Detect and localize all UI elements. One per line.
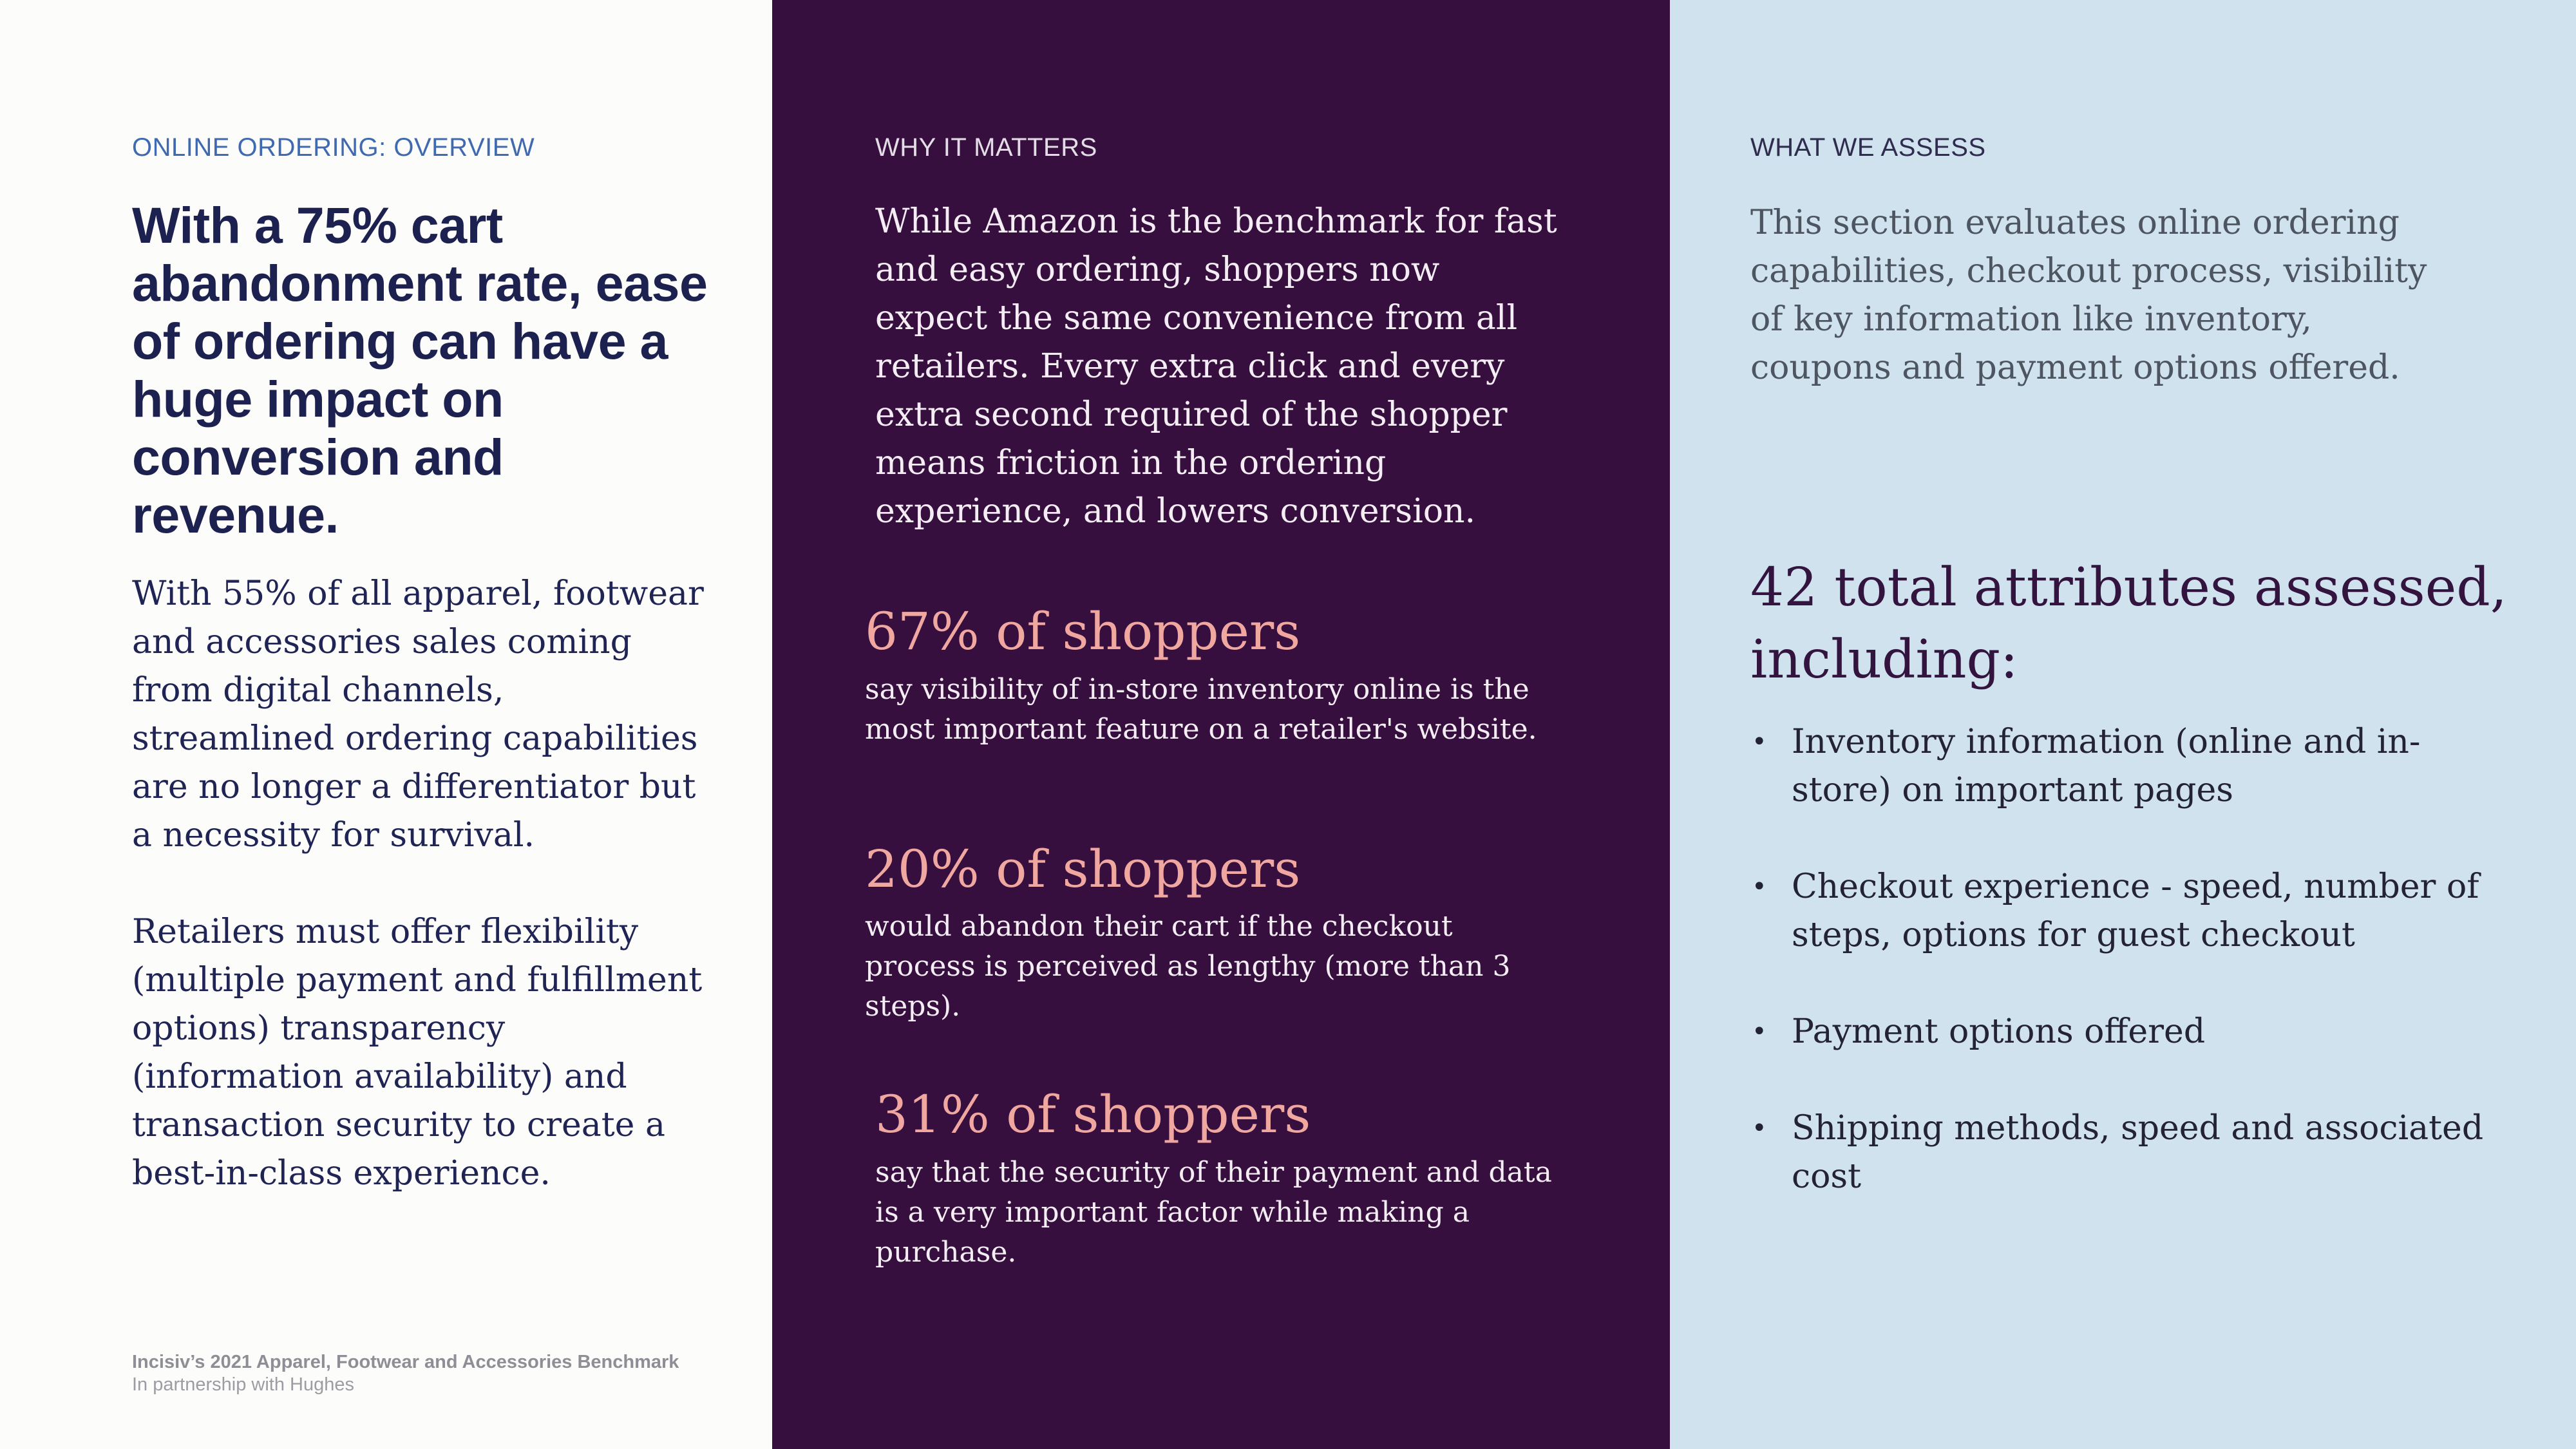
attributes-list <box>1750 718 2491 1249</box>
stat-headline: 31% of shoppers <box>875 1084 1311 1144</box>
list-item <box>1750 718 2491 815</box>
list-item <box>1750 1008 2491 1056</box>
stat-description: say that the security of their payment and data is a very important factor while making a purchase. <box>875 1156 1552 1269</box>
footer-subtitle: In partnership with Hughes <box>132 1374 354 1395</box>
stat-description: would abandon their cart if the checkout process is perceived as lengthy (more than 3 steps). <box>865 910 1511 1023</box>
list-item-text: Payment options offered <box>1792 1012 2206 1051</box>
list-item <box>1750 1104 2491 1201</box>
assessment-intro: This section evaluates online ordering capabilities, checkout process, visibility of key information like inventory, coupons and payment options offered. <box>1750 204 2427 387</box>
overview-paragraph: Retailers must offer flexibility (multiple payment and fulfillment options) transparency (information availability) and transaction security to create a best-in-class experience. <box>132 913 703 1193</box>
section-kicker: WHAT WE ASSESS <box>1750 133 1986 162</box>
why-it-matters-intro: While Amazon is the benchmark for fast and easy ordering, shoppers now expect the same convenience from all retailers. Every extra click and every extra second required of the shopper means friction in the ordering experience, and lowers conversion. <box>875 202 1557 531</box>
headline: With a 75% cart abandonment rate, ease of ordering can have a huge impact on conversion and revenue. <box>132 196 708 544</box>
bullet-icon: • <box>1752 1017 1767 1046</box>
overview-panel <box>0 0 772 1449</box>
bullet-icon: • <box>1752 1113 1767 1143</box>
stat-description: say visibility of in-store inventory online is the most important feature on a retailer's website. <box>865 673 1537 746</box>
list-item-text: Checkout experience - speed, number of steps, options for guest checkout <box>1792 867 2479 954</box>
why-it-matters-panel <box>772 0 1670 1449</box>
section-kicker: WHY IT MATTERS <box>875 133 1097 162</box>
stat-headline: 67% of shoppers <box>865 601 1301 661</box>
bullet-icon: • <box>1752 727 1767 757</box>
what-we-assess-panel <box>1670 0 2576 1449</box>
overview-paragraph: With 55% of all apparel, footwear and accessories sales coming from digital channels, streamlined ordering capabilities are no longer a differentiator but a necessity for survival. <box>132 574 704 855</box>
attributes-heading: 42 total attributes assessed, including: <box>1750 557 2507 690</box>
list-item-text: Inventory information (online and in-store) on important pages <box>1792 723 2421 810</box>
section-kicker: ONLINE ORDERING: OVERVIEW <box>132 133 535 162</box>
list-item-text: Shipping methods, speed and associated cost <box>1792 1109 2484 1196</box>
stat-headline: 20% of shoppers <box>865 839 1301 899</box>
footer-title: Incisiv’s 2021 Apparel, Footwear and Accessories Benchmark <box>132 1352 679 1372</box>
bullet-icon: • <box>1752 872 1767 902</box>
list-item <box>1750 863 2491 960</box>
